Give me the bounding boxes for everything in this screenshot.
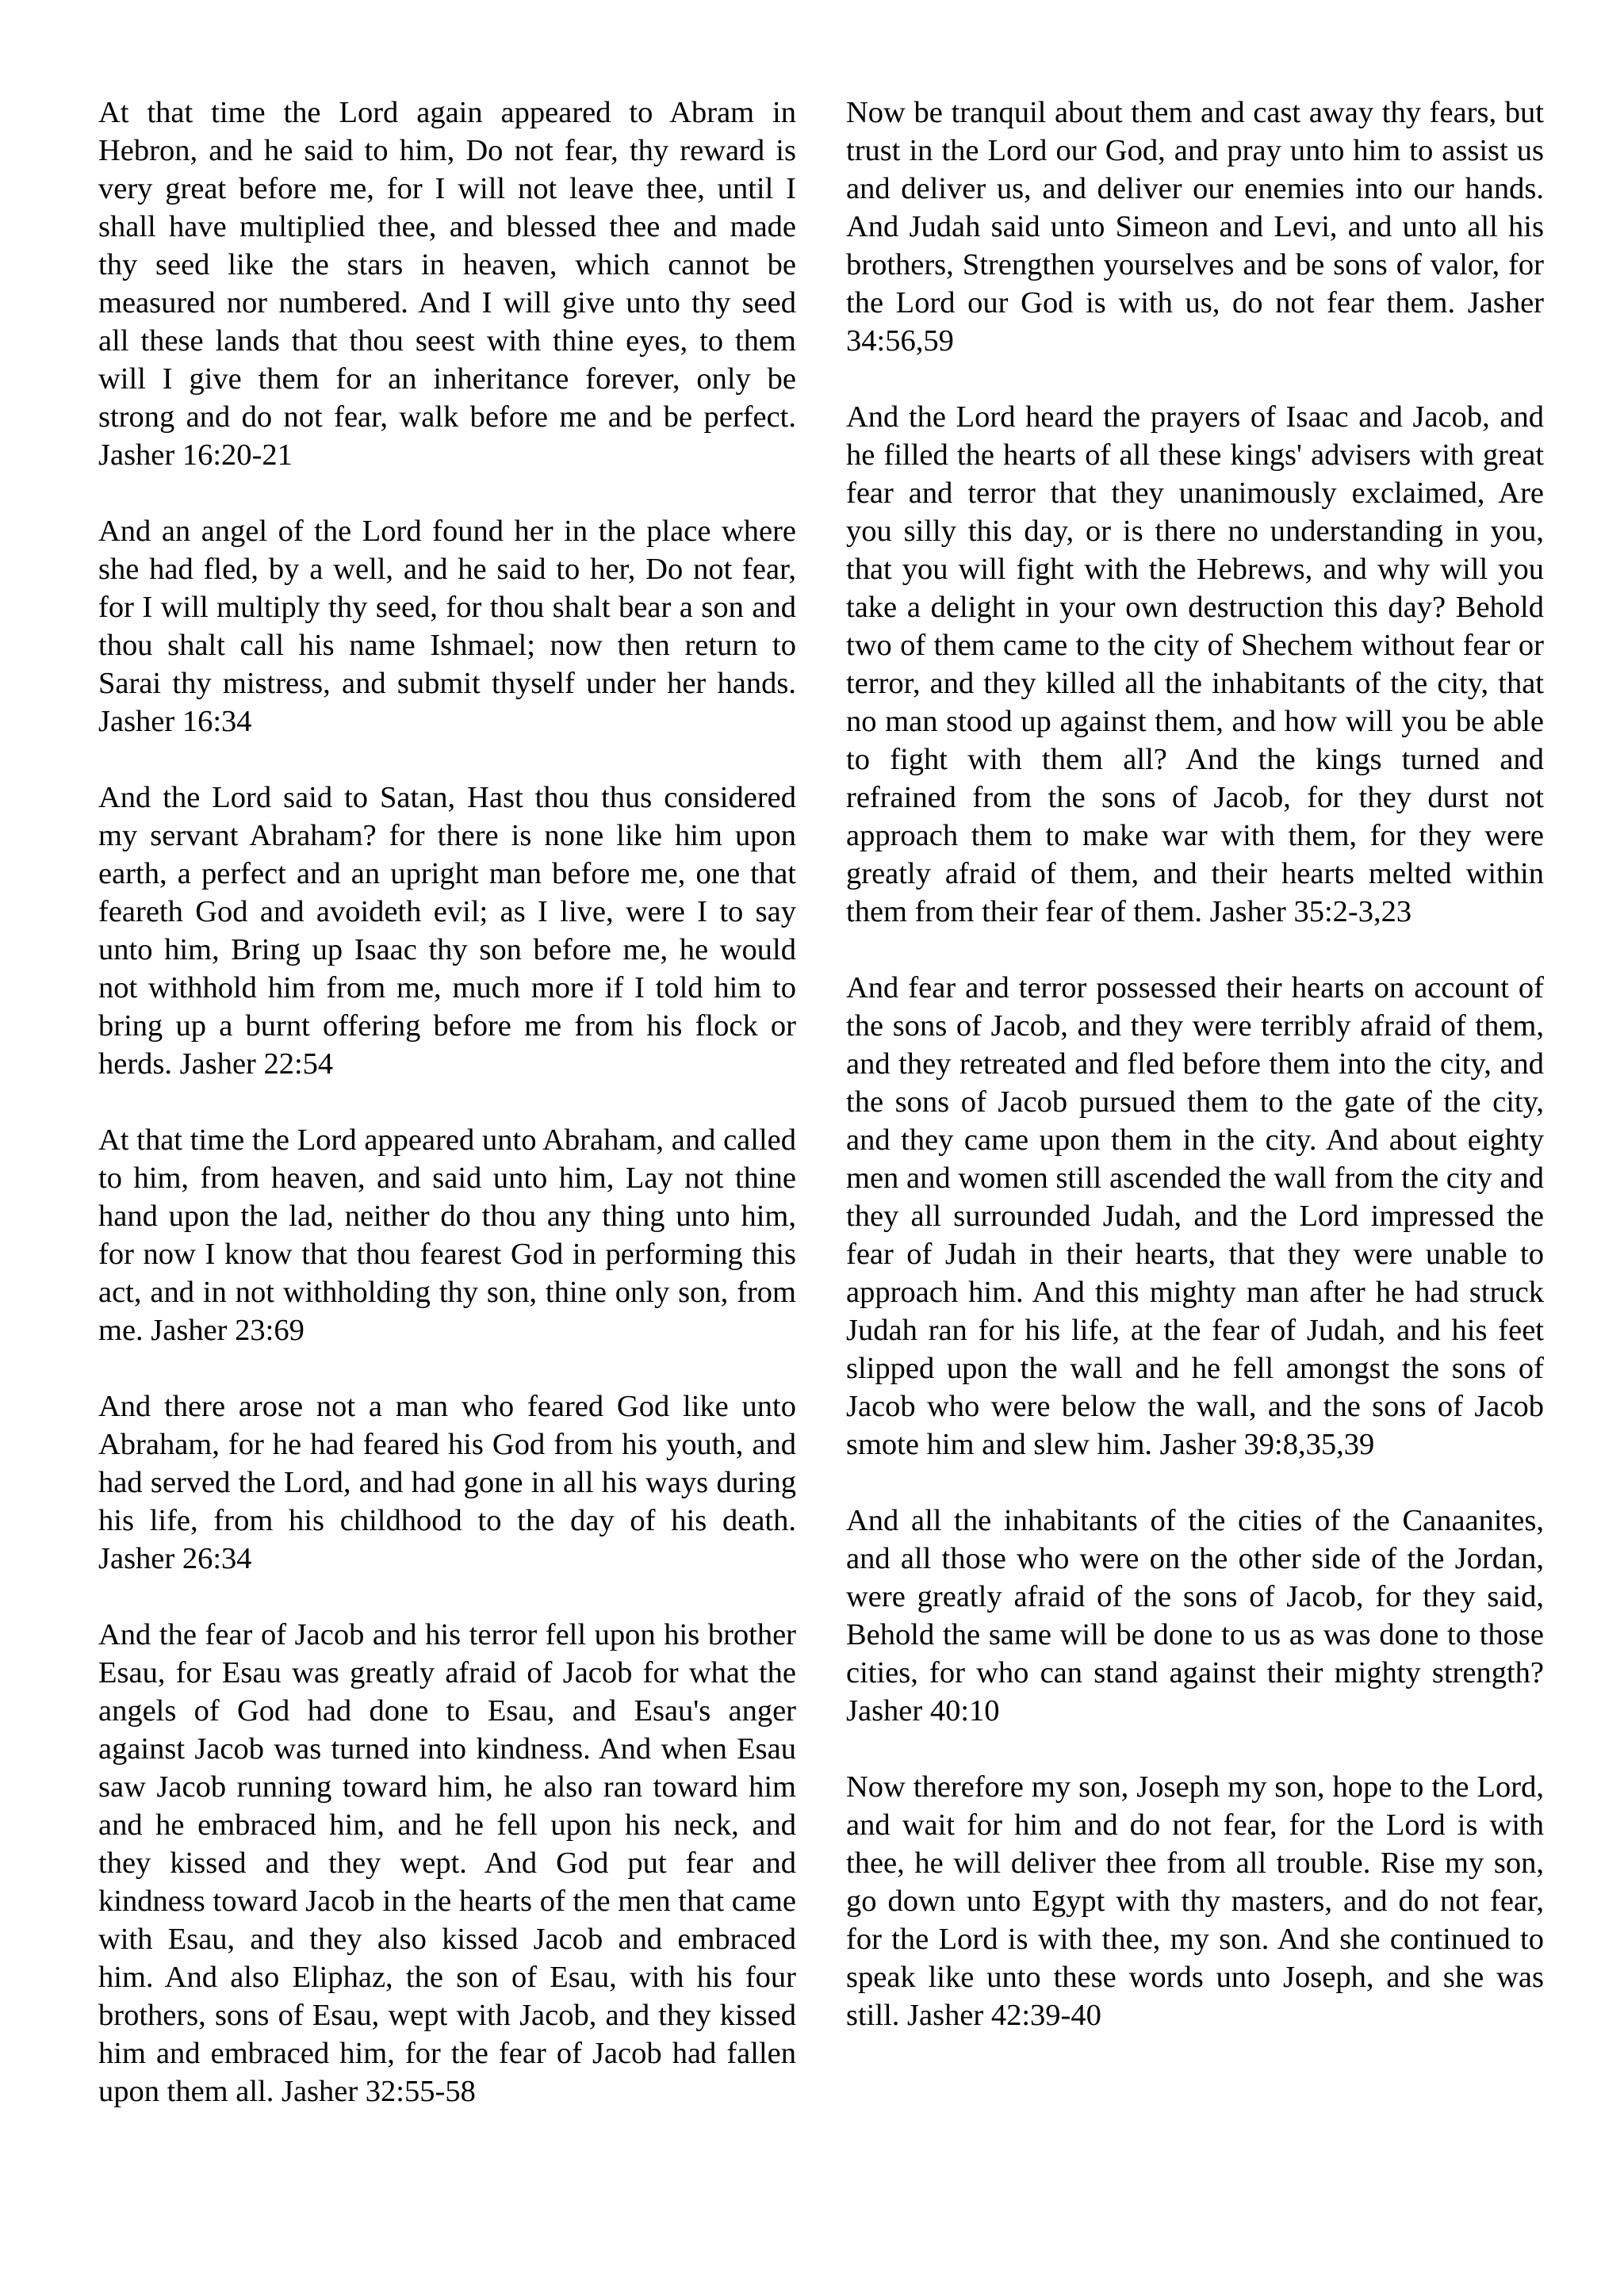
paragraph-jasher-32-55: And the fear of Jacob and his terror fell upon his brother Esau, for Esau was greatly afraid of Jacob for what the angels of God had done to Esau, and Esau's anger against Jacob was turned into kindness. And when Esau saw Jacob running toward him, he also ran toward him and he embraced him, and he fell upon his neck, and they kissed and they wept. And God put fear and kindness toward Jacob in the hearts of the men that came with Esau, and they also kissed Jacob and embraced him. And also Eliphaz, the son of Esau, with his four brothers, sons of Esau, wept with Jacob, and they kissed him and embraced him, for the fear of Jacob had fallen upon them all. Jasher 32:55-58 xyxy=(98,1618,796,2108)
paragraph-jasher-22-54: And the Lord said to Satan, Hast thou thus considered my servant Abraham? for there is none like him upon earth, a perfect and an upright man before me, one that feareth God and avoideth evil; as I live, were I to say unto him, Bring up Isaac thy son before me, he would not withhold him from me, much more if I told him to bring up a burnt offering before me from his flock or herds. Jasher 22:54 xyxy=(98,781,796,1081)
paragraph-jasher-16-20: At that time the Lord again appeared to Abram in Hebron, and he said to him, Do not fear, thy reward is very great before me, for I will not leave thee, until I shall have multiplied thee, and blessed thee and made thy seed like the stars in heaven, which cannot be measured nor numbered. And I will give unto thy seed all these lands that thou seest with thine eyes, to them will I give them for an inheritance forever, only be strong and do not fear, walk before me and be perfect. Jasher 16:20-21 xyxy=(98,96,796,472)
paragraph-jasher-16-34: And an angel of the Lord found her in the place where she had fled, by a well, and he said to her, Do not fear, for I will multiply thy seed, for thou shalt bear a son and thou shalt call his name Ishmael; now then return to Sarai thy mistress, and submit thyself under her hands. Jasher 16:34 xyxy=(98,515,796,738)
paragraph-jasher-34-56: Now be tranquil about them and cast away thy fears, but trust in the Lord our God, and pray unto him to assist us and deliver us, and deliver our enemies into our hands. And Judah said unto Simeon and Levi, and unto all his brothers, Strengthen yourselves and be sons of valor, for the Lord our God is with us, do not fear them. Jasher 34:56,59 xyxy=(846,96,1544,358)
paragraph-jasher-23-69: At that time the Lord appeared unto Abraham, and called to him, from heaven, and said unto him, Lay not thine hand upon the lad, neither do thou any thing unto him, for now I know that thou fearest God in performing this act, and in not withholding thy son, thine only son, from me. Jasher 23:69 xyxy=(98,1123,796,1347)
paragraph-jasher-39-8: And fear and terror possessed their hearts on account of the sons of Jacob, and they were terribly afraid of them, and they retreated and fled before them into the city, and the sons of Jacob pursued them to the gate of the city, and they came upon them in the city. And about eighty men and women still ascended the wall from the city and they all surrounded Judah, and the Lord impressed the fear of Judah in their hearts, that they were unable to approach him. And this mighty man after he had struck Judah ran for his life, at the fear of Judah, and his feet slipped upon the wall and he fell amongst the sons of Jacob who were below the wall, and the sons of Jacob smote him and slew him. Jasher 39:8,35,39 xyxy=(846,971,1544,1461)
paragraph-jasher-40-10: And all the inhabitants of the cities of the Canaanites, and all those who were on the other side of the Jordan, were greatly afraid of the sons of Jacob, for they said, Behold the same will be done to us as was done to those cities, for who can stand against their mighty strength? Jasher 40:10 xyxy=(846,1504,1544,1728)
right-column xyxy=(846,94,1544,2072)
paragraph-jasher-35-2: And the Lord heard the prayers of Isaac and Jacob, and he filled the hearts of all these kings' advisers with great fear and terror that they unanimously exclaimed, Are you silly this day, or is there no understanding in you, that you will fight with the Hebrews, and why will you take a delight in your own destruction this day? Behold two of them came to the city of Shechem without fear or terror, and they killed all the inhabitants of the city, that no man stood up against them, and how will you be able to fight with them all? And the kings turned and refrained from the sons of Jacob, for they durst not approach them to make war with them, for they were greatly afraid of them, and their hearts melted within them from their fear of them. Jasher 35:2-3,23 xyxy=(846,400,1544,928)
left-column xyxy=(98,94,796,2149)
paragraph-jasher-42-39: Now therefore my son, Joseph my son, hope to the Lord, and wait for him and do not fear, for the Lord is with thee, he will deliver thee from all trouble. Rise my son, go down unto Egypt with thy masters, and do not fear, for the Lord is with thee, my son. And she continued to speak like unto these words unto Joseph, and she was still. Jasher 42:39-40 xyxy=(846,1770,1544,2032)
paragraph-jasher-26-34: And there arose not a man who feared God like unto Abraham, for he had feared his God from his youth, and had served the Lord, and had gone in all his ways during his life, from his childhood to the day of his death. Jasher 26:34 xyxy=(98,1390,796,1575)
